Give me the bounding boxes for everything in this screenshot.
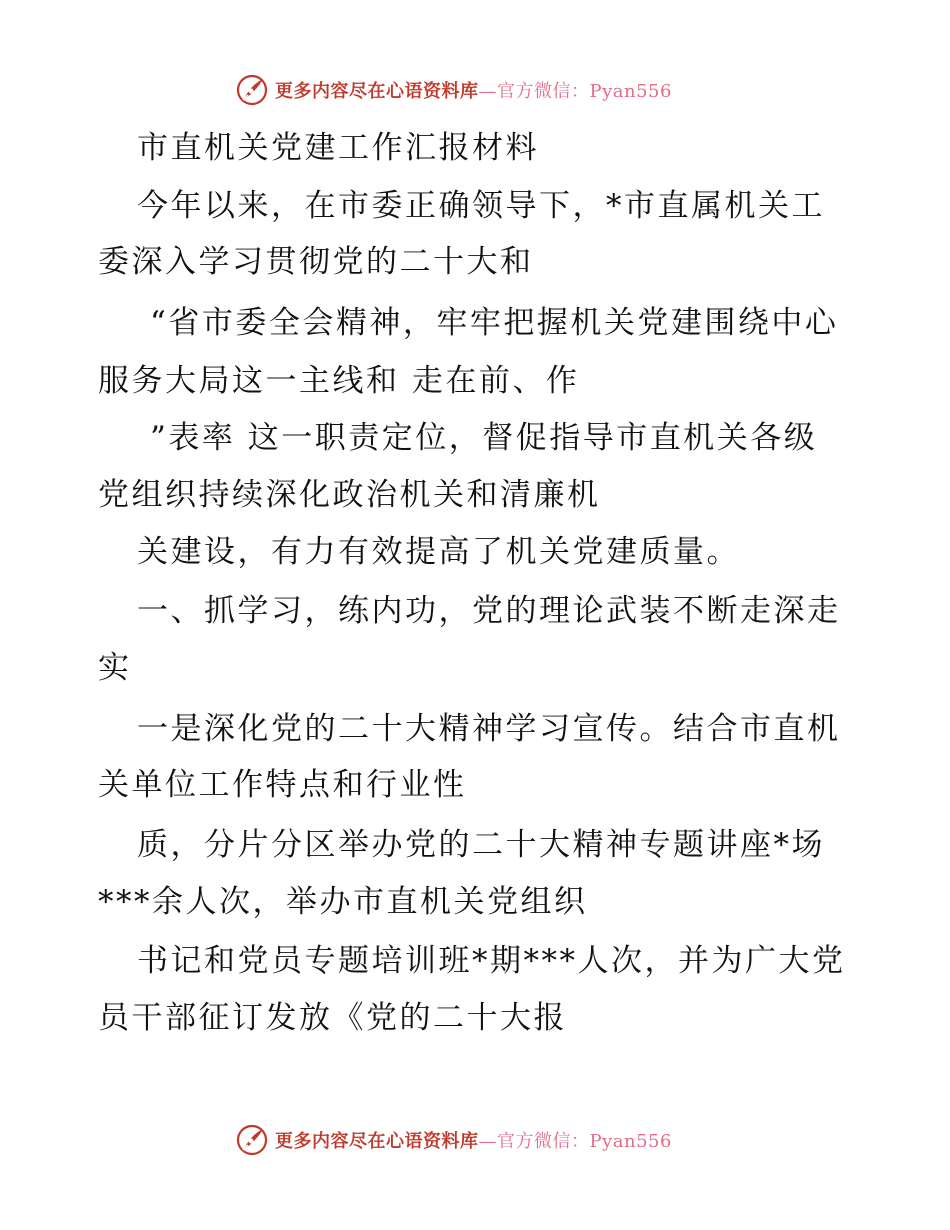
paragraph-line: 员干部征订发放《党的二十大报 — [98, 1000, 567, 1036]
paragraph-line: 关建设，有力有效提高了机关党建质量。 — [137, 534, 740, 570]
section-heading: 一、抓学习，练内功，党的理论武装不断走深走 — [137, 593, 841, 629]
watermark-main-text: 更多内容尽在心语资料库 — [275, 81, 479, 102]
watermark-main-text: 更多内容尽在心语资料库 — [275, 1131, 479, 1152]
paragraph-line: 今年以来，在市委正确领导下，*市直属机关工 — [137, 188, 825, 224]
paragraph-line: “省市委全会精神，牢牢把握机关党建围绕中心 — [150, 305, 839, 341]
watermark-handle: Pyan556 — [589, 81, 672, 102]
watermark-separator: — — [478, 81, 497, 102]
watermark-text — [275, 77, 672, 103]
paragraph-line: 一是深化党的二十大精神学习宣传。结合市直机 — [137, 711, 841, 747]
feather-pen-logo-icon — [235, 73, 269, 107]
paragraph-line: 党组织持续深化政治机关和清廉机 — [98, 477, 601, 513]
document-title: 市直机关党建工作汇报材料 — [137, 130, 539, 166]
paragraph-line: ***余人次，举办市直机关党组织 — [98, 884, 588, 920]
watermark-footer — [235, 1122, 672, 1158]
paragraph-line: 关单位工作特点和行业性 — [98, 767, 467, 803]
paragraph-line: 委深入学习贯彻党的二十大和 — [98, 244, 534, 280]
watermark-suffix-text: 官方微信： — [497, 81, 590, 102]
watermark-header — [235, 72, 672, 108]
paragraph-line: 服务大局这一主线和 走在前、作 — [98, 363, 580, 399]
paragraph-line: 书记和党员专题培训班*期***人次，并为广大党 — [137, 943, 846, 979]
watermark-separator: — — [478, 1131, 497, 1152]
watermark-handle: Pyan556 — [589, 1131, 672, 1152]
feather-pen-logo-icon — [235, 1123, 269, 1157]
paragraph-line: 质，分片分区举办党的二十大精神专题讲座*场 — [137, 827, 825, 863]
paragraph-line: ”表率 这一职责定位，督促指导市直机关各级 — [150, 420, 818, 456]
watermark-text — [275, 1127, 672, 1153]
section-heading-continued: 实 — [98, 650, 132, 686]
watermark-suffix-text: 官方微信： — [497, 1131, 590, 1152]
